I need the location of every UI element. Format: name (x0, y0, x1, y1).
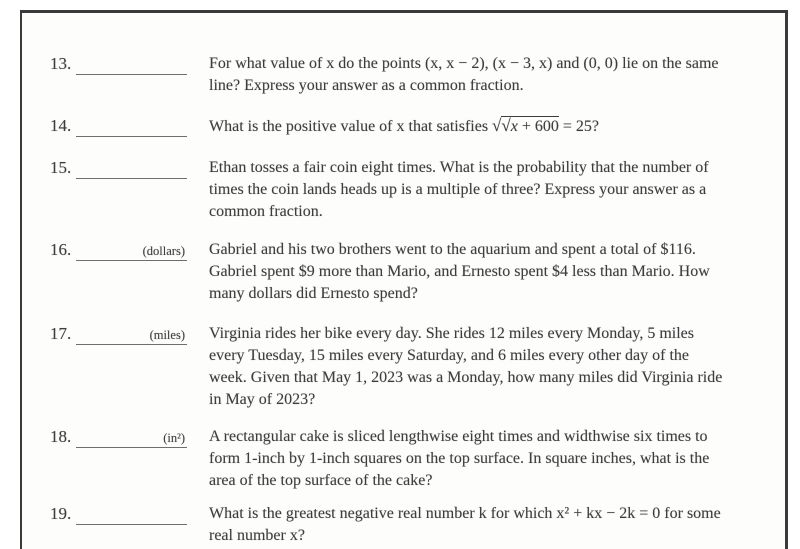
answer-blank (76, 427, 187, 448)
question-text (209, 503, 755, 547)
math-prefix: What is the positive value of x that satisfies (209, 118, 493, 135)
question-row-19 (50, 503, 755, 547)
question-line: A rectangular cake is sliced lengthwise eight times and widthwise six times to (209, 428, 708, 445)
question-line: in May of 2023? (209, 391, 316, 408)
answer-area-16 (50, 239, 209, 261)
question-text (209, 157, 755, 223)
answer-blank (76, 324, 187, 345)
math-suffix: = 25? (558, 118, 599, 135)
answer-area-14 (50, 115, 209, 137)
question-number: 18. (50, 427, 72, 446)
question-text (209, 115, 755, 138)
question-line: line? Express your answer as a common fraction. (209, 77, 524, 94)
question-number: 14. (50, 116, 72, 135)
radicand-rest: + 600 (517, 118, 559, 135)
answer-blank (76, 240, 187, 261)
answer-area-19 (50, 503, 209, 525)
question-line: For what value of x do the points (x, x − 2), (x − 3, x) and (0, 0) lie on the same (209, 55, 719, 72)
answer-area-17 (50, 323, 209, 345)
question-number: 17. (50, 324, 72, 343)
answer-blank (76, 158, 187, 179)
question-line: common fraction. (209, 203, 323, 220)
answer-area-15 (50, 157, 209, 179)
question-line: area of the top surface of the cake? (209, 472, 433, 489)
question-text (209, 239, 755, 305)
question-row-18 (50, 426, 755, 492)
question-text (209, 323, 755, 411)
answer-blank (76, 504, 187, 525)
worksheet-page (20, 10, 788, 549)
unit-label: (in²) (163, 431, 185, 445)
unit-label: (miles) (149, 328, 185, 342)
question-row-17 (50, 323, 755, 411)
question-row-16 (50, 239, 755, 305)
question-line: every Tuesday, 15 miles every Saturday, and 6 miles every other day of the (209, 347, 690, 364)
outer-radical-sign: √ (492, 116, 502, 135)
answer-blank (76, 54, 187, 75)
question-text (209, 53, 755, 97)
question-line: What is the greatest negative real number k for which x² + kx − 2k = 0 for some (209, 505, 721, 522)
answer-blank (76, 116, 187, 137)
question-number: 16. (50, 240, 72, 259)
question-line: real number x? (209, 527, 305, 544)
question-line: Gabriel spent $9 more than Mario, and Ernesto spent $4 less than Mario. How (209, 263, 710, 280)
question-line: week. Given that May 1, 2023 was a Monday, how many miles did Virginia ride (209, 369, 723, 386)
question-text (209, 426, 755, 492)
question-line: times the coin lands heads up is a multiple of three? Express your answer as a (209, 181, 707, 198)
inner-radicand: x (510, 118, 518, 135)
answer-area-13 (50, 53, 209, 75)
question-row-15 (50, 157, 755, 223)
question-line: Ethan tosses a fair coin eight times. What is the probability that the number of (209, 159, 709, 176)
radical-expression (492, 118, 559, 135)
question-row-13 (50, 53, 755, 97)
question-line: Gabriel and his two brothers went to the aquarium and spent a total of $116. (209, 241, 696, 258)
inner-radical-sign: √ (501, 116, 511, 135)
unit-label: (dollars) (142, 244, 185, 258)
question-line-with-math (209, 115, 755, 138)
question-number: 19. (50, 504, 72, 523)
question-line: Virginia rides her bike every day. She rides 12 miles every Monday, 5 miles (209, 325, 694, 342)
question-row-14 (50, 115, 755, 138)
question-number: 13. (50, 54, 72, 73)
question-line: many dollars did Ernesto spend? (209, 285, 418, 302)
question-number: 15. (50, 158, 72, 177)
answer-area-18 (50, 426, 209, 448)
question-line: form 1-inch by 1-inch squares on the top surface. In square inches, what is the (209, 450, 710, 467)
